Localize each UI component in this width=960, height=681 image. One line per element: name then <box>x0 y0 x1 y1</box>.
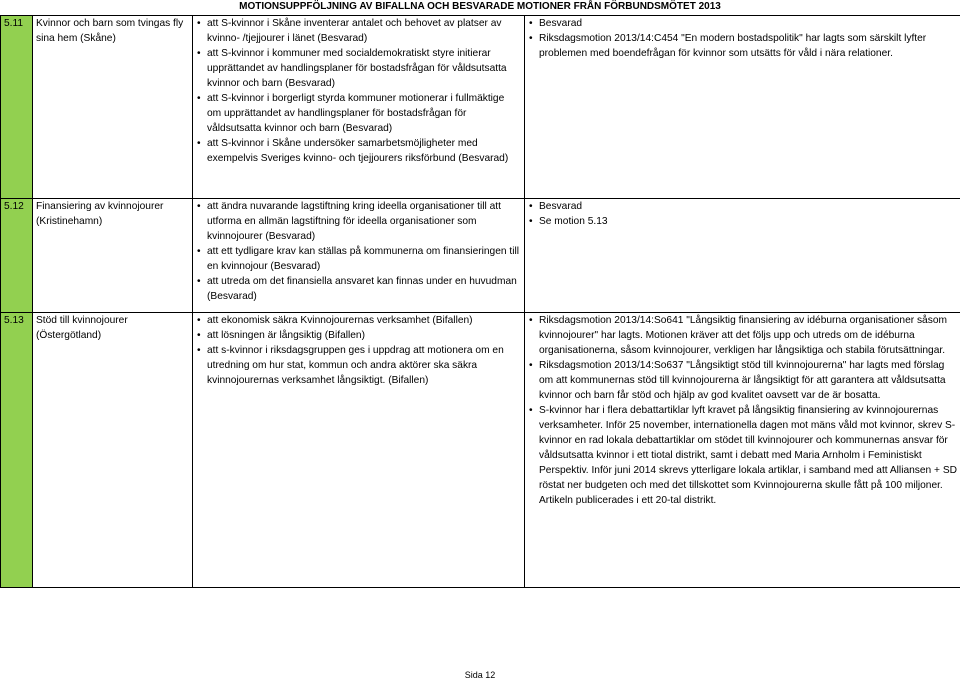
page-number: Sida 12 <box>464 670 496 680</box>
motion-number: 5.12 <box>1 199 33 313</box>
followup-list <box>528 199 957 229</box>
proposal-item: • att ett tydligare krav kan ställas på kommunerna om finansieringen till en kvinnojour (Besvarad) <box>196 244 521 274</box>
motion-followup-table <box>0 15 960 588</box>
followup-list <box>528 313 957 508</box>
motion-number: 5.13 <box>1 313 33 588</box>
table-row <box>1 16 960 199</box>
followup-item: • S-kvinnor har i flera debattartiklar lyft kravet på långsiktig finansiering av kvinnojourernas verksamheter. Inför 25 november, internationella dagen mot mäns våld mot kvinnor, skrev S-kvinnor en rad lokala debattartiklar om stödet till kvinnojourer och kommunernas ansvar för våldsutsatta kvinnor i ett tiotal distrikt, samt i debatt med Maria Arnholm i Feministiskt Perspektiv. Inför juni 2014 skrevs ytterligare lokala artiklar, i samband med att Alliansen + SD röstat ner budgeten och med det tillskottet som Kvinnojourerna skulle fått på 100 miljoner. Artikeln publicerades i ett 20-tal distrikt. <box>528 403 957 508</box>
proposal-item: • att utreda om det finansiella ansvaret kan finnas under en huvudman (Besvarad) <box>196 274 521 304</box>
table-row <box>1 313 960 588</box>
table-row <box>1 199 960 313</box>
followup-item: • Riksdagsmotion 2013/14:C454 "En modern bostadspolitik" har lagts som särskilt lyfter problemen med boendefrågan för kvinnor som utsätts för våld i nära relationer. <box>528 31 957 61</box>
proposals-cell <box>193 313 525 588</box>
followup-item: • Besvarad <box>528 16 957 31</box>
proposals-list <box>196 313 521 388</box>
proposal-item: • att s-kvinnor i riksdagsgruppen ges i uppdrag att motionera om en utredning om hur stat, kommun och andra aktörer ska säkra kvinnojourernas verksamhet långsiktigt. (Bifallen) <box>196 343 521 388</box>
proposal-item: • att S-kvinnor i Skåne inventerar antalet och behovet av platser av kvinno- /tjejjourer i länet (Besvarad) <box>196 16 521 46</box>
motion-number: 5.11 <box>1 16 33 199</box>
followup-cell <box>525 199 960 313</box>
motion-title: Kvinnor och barn som tvingas fly sina hem (Skåne) <box>33 16 193 199</box>
proposal-item: • att ekonomisk säkra Kvinnojourernas verksamhet (Bifallen) <box>196 313 521 328</box>
followup-item: • Se motion 5.13 <box>528 214 957 229</box>
followup-item: • Riksdagsmotion 2013/14:So641 "Långsiktig finansiering av idéburna organisationer såsom kvinnojourer" har lagts. Motionen kräver att det följs upp och utreds om de idéburna organisationerna, såsom kvinnojourer, verkligen har långsiktiga och stabila förutsättningar. <box>528 313 957 358</box>
followup-list <box>528 16 957 61</box>
followup-cell <box>525 16 960 199</box>
motion-title: Finansiering av kvinnojourer (Kristinehamn) <box>33 199 193 313</box>
proposal-item: • att ändra nuvarande lagstiftning kring ideella organisationer till att utforma en allmän lagstiftning för ideella organisationer som kvinnojourer (Besvarad) <box>196 199 521 244</box>
proposal-item: • att lösningen är långsiktig (Bifallen) <box>196 328 521 343</box>
document-header: MOTIONSUPPFÖLJNING AV BIFALLNA OCH BESVARADE MOTIONER FRÅN FÖRBUNDSMÖTET 2013 <box>239 1 721 12</box>
proposal-item: • att S-kvinnor i kommuner med socialdemokratiskt styre initierar upprättandet av handlingsplaner för bostadsfrågan för våldsutsatta kvinnor och barn (Besvarad) <box>196 46 521 91</box>
motion-title: Stöd till kvinnojourer (Östergötland) <box>33 313 193 588</box>
followup-item: • Besvarad <box>528 199 957 214</box>
proposals-cell <box>193 16 525 199</box>
proposal-item: • att S-kvinnor i borgerligt styrda kommuner motionerar i fullmäktige om upprättandet av handlingsplaner för bostadsfrågan för våldsutsatta kvinnor och barn (Besvarad) <box>196 91 521 136</box>
proposals-list <box>196 16 521 166</box>
proposal-item: • att S-kvinnor i Skåne undersöker samarbetsmöjligheter med exempelvis Sveriges kvinno- och tjejjourers riksförbund (Besvarad) <box>196 136 521 166</box>
followup-item: • Riksdagsmotion 2013/14:So637 "Långsiktigt stöd till kvinnojourerna" har lagts med förslag om att kommunernas stöd till kvinnojourerna är långsiktigt för att garantera att våldsutsatta kvinnor och barn får stöd och hjälp av god kvalitet oavsett var de är bosatta. <box>528 358 957 403</box>
proposals-list <box>196 199 521 304</box>
followup-cell <box>525 313 960 588</box>
proposals-cell <box>193 199 525 313</box>
